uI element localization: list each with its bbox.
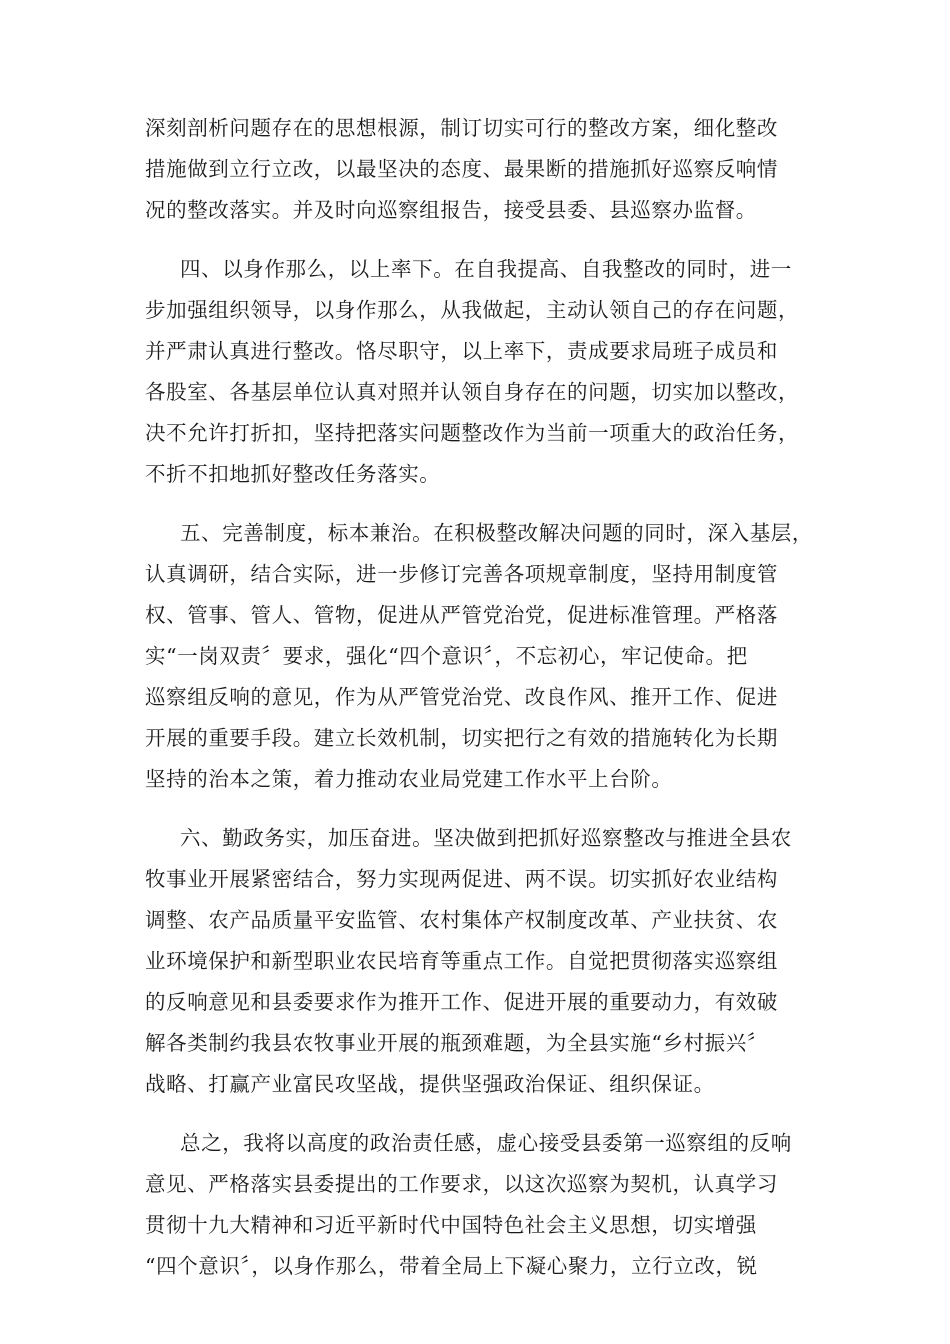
paragraph-2-line-5: 决不允许打折扣，坚持把落实问题整改作为当前一项重大的政治任务，: [145, 421, 800, 445]
paragraph-4-line-2: 牧事业开展紧密结合，努力实现两促进、两不误。切实抓好农业结构: [145, 867, 778, 891]
paragraph-2-line-2: 步加强组织领导，以身作那么，从我做起，主动认领自己的存在问题，: [145, 298, 800, 322]
paragraph-3-line-7: 坚持的治本之策，着力推动农业局党建工作水平上台阶。: [145, 767, 673, 791]
paragraph-3-line-3: 权、管事、管人、管物，促进从严管党治党，促进标准管理。严格落: [145, 603, 778, 627]
paragraph-5-line-3: 贯彻十九大精神和习近平新时代中国特色社会主义思想，切实增强: [145, 1213, 757, 1237]
paragraph-1-line-2: 措施做到立行立改，以最坚决的态度、最果断的措施抓好巡察反响情: [145, 157, 778, 181]
paragraph-5-line-2: 意见、严格落实县委提出的工作要求，以这次巡察为契机，认真学习: [145, 1172, 778, 1196]
paragraph-4-line-1: 六、勤政务实，加压奋进。坚决做到把抓好巡察整改与推进全县农: [180, 826, 792, 850]
paragraph-3-line-2: 认真调研，结合实际，进一步修订完善各项规章制度，坚持用制度管: [145, 562, 778, 586]
paragraph-3-line-6: 开展的重要手段。建立长效机制，切实把行之有效的措施转化为长期: [145, 726, 778, 750]
paragraph-4-line-5: 的反响意见和县委要求作为推开工作、促进开展的重要动力，有效破: [145, 990, 778, 1014]
paragraph-5-line-1: 总之，我将以高度的政治责任感，虚心接受县委第一巡察组的反响: [180, 1131, 792, 1155]
paragraph-4-line-3: 调整、农产品质量平安监管、农村集体产权制度改革、产业扶贫、农: [145, 908, 778, 932]
paragraph-2-line-1: 四、以身作那么，以上率下。在自我提高、自我整改的同时，进一: [180, 257, 792, 281]
paragraph-4-line-7: 战略、打赢产业富民攻坚战，提供坚强政治保证、组织保证。: [145, 1072, 715, 1096]
paragraph-2-line-6: 不折不扣地抓好整改任务落实。: [145, 462, 441, 486]
paragraph-3-line-5: 巡察组反响的意见，作为从严管党治党、改良作风、推开工作、促进: [145, 685, 778, 709]
paragraph-2-line-4: 各股室、各基层单位认真对照并认领自身存在的问题，切实加以整改，: [145, 380, 800, 404]
paragraph-1-line-3: 况的整改落实。并及时向巡察组报告，接受县委、县巡察办监督。: [145, 198, 757, 222]
paragraph-3-line-4: 实“一岗双责〞要求，强化“四个意识〞，不忘初心，牢记使命。把: [145, 644, 748, 668]
paragraph-1-line-1: 深刻剖析问题存在的思想根源，制订切实可行的整改方案，细化整改: [145, 116, 778, 140]
paragraph-5-line-4: “四个意识〞，以身作那么，带着全局上下凝心聚力，立行立改，锐: [145, 1254, 758, 1278]
paragraph-4-line-6: 解各类制约我县农牧事业开展的瓶颈难题，为全县实施“乡村振兴〞: [145, 1031, 768, 1055]
paragraph-4-line-4: 业环境保护和新型职业农民培育等重点工作。自觉把贯彻落实巡察组: [145, 949, 778, 973]
paragraph-2-line-3: 并严肃认真进行整改。恪尽职守，以上率下，责成要求局班子成员和: [145, 339, 778, 363]
paragraph-3-line-1: 五、完善制度，标本兼治。在积极整改解决问题的同时，深入基层，: [180, 521, 813, 545]
